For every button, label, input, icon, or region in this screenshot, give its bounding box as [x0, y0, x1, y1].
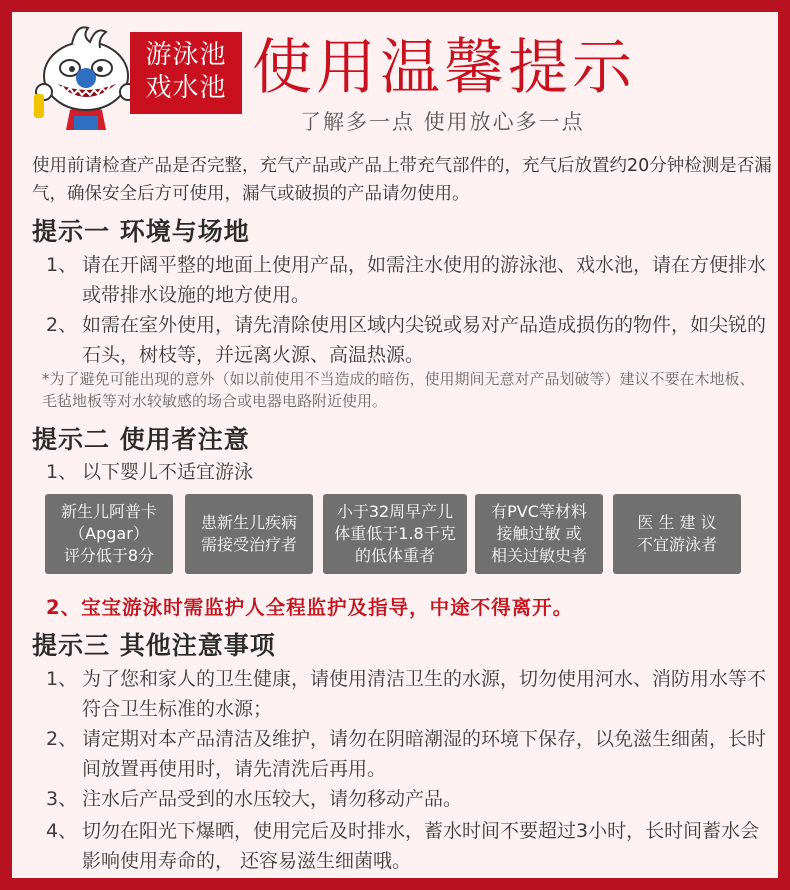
- box-line: （Apgar）: [69, 524, 149, 543]
- condition-box-allergy: [475, 494, 603, 574]
- box-line: 体重低于1.8千克: [334, 524, 456, 543]
- mascot-icon: [30, 18, 140, 138]
- section-1-item-2: [46, 310, 766, 370]
- intro-text: 使用前请检查产品是否完整，充气产品或产品上带充气部件的，充气后放置约20分钟检测是否漏气，确保安全后方可使用，漏气或破损的产品请勿使用。: [32, 156, 772, 204]
- box-line: 评分低于8分: [63, 546, 155, 565]
- tag-line-2: 戏水池: [145, 73, 227, 103]
- item-number: 2、: [46, 728, 78, 750]
- box-line: 患新生儿疾病: [200, 513, 297, 532]
- box-line: 医 生 建 议: [637, 513, 717, 532]
- item-number: 3、: [46, 788, 78, 810]
- box-line: 接触过敏 或: [496, 524, 582, 543]
- page-subtitle: 了解多一点 使用放心多一点: [300, 110, 585, 134]
- tag-line-1: 游泳池: [145, 40, 227, 70]
- box-line: 新生儿阿普卡: [60, 502, 157, 521]
- section-3-item-3: [46, 784, 766, 814]
- header: [12, 12, 778, 147]
- item-text: 如需在室外使用，请先清除使用区域内尖锐或易对产品造成损伤的物件，如尖锐的石头，树枝等，并远离火源、高温热源。: [82, 314, 767, 366]
- box-line: 小于32周早产儿: [336, 502, 454, 521]
- infant-condition-boxes: [45, 494, 775, 574]
- item-text: 为了您和家人的卫生健康，请使用清洁卫生的水源，切勿使用河水、消防用水等不符合卫生标准的水源；: [82, 668, 767, 720]
- section-2-item-1: [46, 457, 766, 487]
- box-line: 相关过敏史者: [490, 546, 587, 565]
- section-1-note: *为了避免可能出现的意外（如以前使用不当造成的暗伤，使用期间无意对产品划破等）建议不要在木地板、毛毡地板等对水较敏感的场合或电器电路附近使用。: [42, 370, 755, 410]
- item-text: 请定期对本产品清洁及维护，请勿在阴暗潮湿的环境下保存，以免滋生细菌，长时间放置再使用时，请先清洗后再用。: [82, 728, 767, 780]
- item-text: 请在开阔平整的地面上使用产品，如需注水使用的游泳池、戏水池，请在方便排水或带排水设施的地方使用。: [82, 254, 767, 306]
- item-number: 1、: [46, 668, 78, 690]
- item-text: 切勿在阳光下爆晒，使用完后及时排水，蓄水时间不要超过3小时，长时间蓄水会影响使用寿命的， 还容易滋生细菌哦。: [82, 820, 760, 872]
- section-2-title: 提示二 使用者注意: [32, 425, 250, 454]
- page-frame: [12, 12, 778, 878]
- box-line: 不宜游泳者: [636, 535, 717, 554]
- pool-tag: [130, 32, 242, 114]
- box-line: 有PVC等材料: [491, 502, 587, 521]
- item-number: 2、: [46, 314, 78, 336]
- page-title: 使用温馨提示: [252, 33, 636, 103]
- item-number: 4、: [46, 820, 78, 842]
- condition-box-disease: [185, 494, 313, 574]
- section-3-item-4: [46, 816, 766, 876]
- section-1-item-1: [46, 250, 766, 310]
- box-line: 的低体重者: [354, 546, 435, 565]
- item-number: 1、: [46, 254, 78, 276]
- section-3-title: 提示三 其他注意事项: [32, 631, 276, 660]
- section-3-item-2: [46, 724, 766, 784]
- section-3-item-1: [46, 664, 766, 724]
- item-number: 1、: [46, 461, 78, 483]
- condition-box-doctor: [613, 494, 741, 574]
- section-1-title: 提示一 环境与场地: [32, 217, 250, 246]
- condition-box-premature: [323, 494, 467, 574]
- supervision-warning: 2、宝宝游泳时需监护人全程监护及指导，中途不得离开。: [46, 596, 574, 619]
- condition-box-apgar: [45, 494, 173, 574]
- item-text: 以下婴儿不适宜游泳: [82, 461, 254, 483]
- item-text: 注水后产品受到的水压较大，请勿移动产品。: [82, 788, 463, 810]
- box-line: 需接受治疗者: [200, 535, 297, 554]
